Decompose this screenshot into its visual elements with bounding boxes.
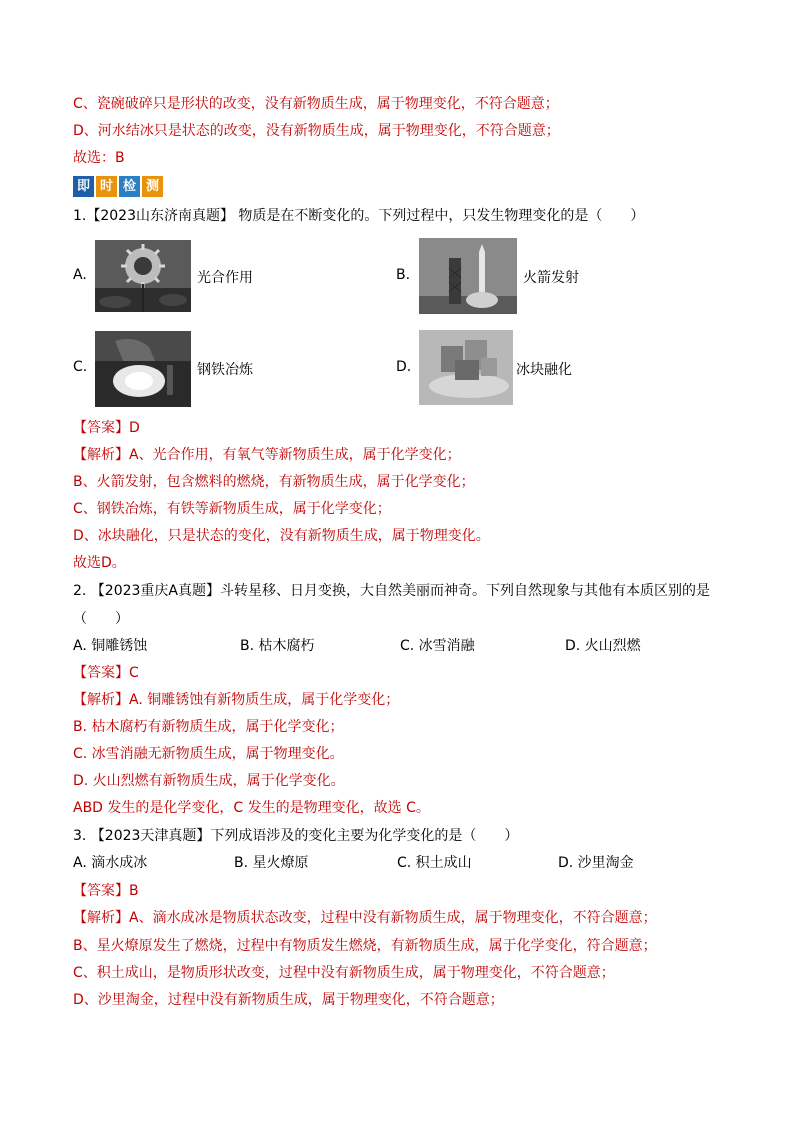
sunflower-photo-icon [95, 240, 191, 312]
answer-tag: 【答案】 [73, 420, 129, 436]
q2-choice-c: C. 冰雪消融 [400, 638, 475, 654]
q2-answer [73, 663, 139, 683]
badge-char: 时 [96, 176, 117, 197]
answer-value: C [129, 665, 139, 681]
analysis-tag: 【解析】 [73, 910, 129, 926]
q1-conclusion: 故选D。 [73, 555, 126, 571]
analysis-line-d: D、河水结冰只是状态的改变，没有新物质生成，属于物理变化，不符合题意； [73, 123, 560, 139]
answer-value: D [129, 420, 140, 436]
analysis-tag: 【解析】 [73, 447, 129, 463]
q1-analysis-d: D、冰块融化，只是状态的变化，没有新物质生成，属于物理变化。 [73, 528, 490, 544]
question-2-title-cont: （ ） [73, 611, 129, 627]
q2-conclusion: ABD 发生的是化学变化，C 发生的是物理变化，故选 C。 [73, 800, 430, 816]
q1-analysis-a [73, 445, 461, 465]
q2-analysis-a [73, 690, 399, 710]
question-1-title: 1.【2023山东济南真题】 物质是在不断变化的。下列过程中，只发生物理变化的是（ ） [73, 208, 645, 224]
q2-choice-b: B. 枯木腐朽 [240, 638, 315, 654]
badge-char: 即 [73, 176, 94, 197]
q3-analysis-c: C、积土成山，是物质形状改变，过程中没有新物质生成，属于物理变化，不符合题意； [73, 965, 615, 981]
q3-analysis-b: B、星火燎原发生了燃烧，过程中有物质发生燃烧，有新物质生成，属于化学变化，符合题意； [73, 938, 657, 954]
q3-choice-b: B. 星火燎原 [234, 855, 309, 871]
q2-choice-a: A. 铜雕锈蚀 [73, 638, 148, 654]
q3-choice-d: D. 沙里淘金 [558, 855, 634, 871]
q1-analysis-c: C、钢铁冶炼，有铁等新物质生成，属于化学变化； [73, 501, 391, 517]
steel-smelting-photo-icon [95, 331, 191, 407]
q2-choice-d: D. 火山烈燃 [565, 638, 641, 654]
analysis-text: A. 铜雕锈蚀有新物质生成，属于化学变化； [129, 692, 400, 708]
option-d-letter: D. [396, 359, 412, 375]
analysis-text: A、滴水成冰是物质状态改变，过程中没有新物质生成，属于物理变化，不符合题意； [129, 910, 657, 926]
option-c-letter: C. [73, 359, 88, 375]
ice-melting-photo-icon [419, 330, 513, 405]
q1-analysis-b: B、火箭发射，包含燃料的燃烧，有新物质生成，属于化学变化； [73, 474, 475, 490]
q3-analysis-a [73, 908, 657, 928]
option-b-label: 火箭发射 [523, 270, 579, 286]
badge-char: 测 [142, 176, 163, 197]
option-b-letter: B. [396, 267, 411, 283]
q3-analysis-d: D、沙里淘金，过程中没有新物质生成，属于物理变化，不符合题意； [73, 992, 504, 1008]
answer-conclusion: 故选：B [73, 150, 125, 166]
question-3-title: 3. 【2023天津真题】下列成语涉及的变化主要为化学变化的是（ ） [73, 828, 519, 844]
option-d-label: 冰块融化 [516, 362, 572, 378]
rocket-photo-icon [419, 238, 517, 314]
option-a-letter: A. [73, 267, 87, 283]
badge-char: 检 [119, 176, 140, 197]
q2-analysis-b: B. 枯木腐朽有新物质生成，属于化学变化； [73, 719, 344, 735]
section-badge [73, 176, 163, 197]
answer-tag: 【答案】 [73, 883, 129, 899]
q3-answer [73, 881, 139, 901]
answer-value: B [129, 883, 139, 899]
question-2-title: 2. 【2023重庆A真题】斗转星移、日月变换，大自然美丽而神奇。下列自然现象与其他有本质区别的是 [73, 583, 711, 599]
analysis-tag: 【解析】 [73, 692, 129, 708]
option-a-label: 光合作用 [197, 270, 253, 286]
option-c-label: 钢铁冶炼 [197, 362, 253, 378]
answer-tag: 【答案】 [73, 665, 129, 681]
q2-analysis-c: C. 冰雪消融无新物质生成，属于物理变化。 [73, 746, 344, 762]
q1-answer [73, 418, 140, 438]
q2-analysis-d: D. 火山烈燃有新物质生成，属于化学变化。 [73, 773, 345, 789]
analysis-text: A、光合作用，有氧气等新物质生成，属于化学变化； [129, 447, 461, 463]
analysis-line-c: C、瓷碗破碎只是形状的改变，没有新物质生成，属于物理变化，不符合题意； [73, 96, 559, 112]
q3-choice-a: A. 滴水成冰 [73, 855, 148, 871]
q3-choice-c: C. 积土成山 [397, 855, 472, 871]
